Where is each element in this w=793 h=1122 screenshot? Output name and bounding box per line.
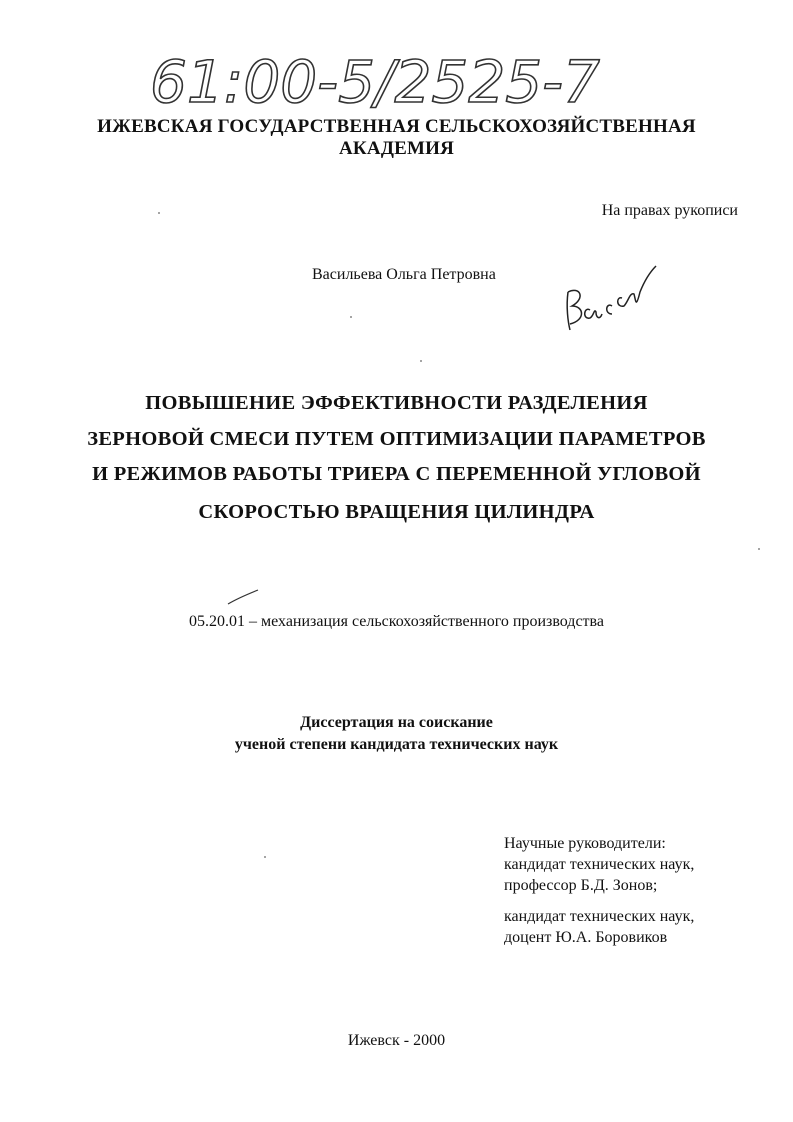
supervisor-2-degree: кандидат технических наук,: [504, 908, 695, 925]
supervisor-1-name: профессор Б.Д. Зонов;: [504, 877, 658, 894]
supervisors-heading: Научные руководители:: [504, 835, 666, 852]
signature-text: Васи: [560, 262, 563, 263]
scan-speck: [350, 316, 352, 318]
dissertation-line-2: ученой степени кандидата технических наук: [234, 736, 559, 753]
supervisor-2-name: доцент Ю.А. Боровиков: [504, 929, 668, 946]
city-year: Ижевск - 2000: [347, 1032, 446, 1049]
manuscript-rights: На правах рукописи: [601, 202, 738, 219]
specialty-code: 05.20.01 – механизация сельскохозяйственного производства: [189, 613, 604, 630]
scan-speck: [758, 548, 760, 550]
archive-number-text: 61:00-5/2525-7: [150, 48, 600, 112]
scan-speck: [420, 360, 422, 362]
institution-line-2: АКАДЕМИЯ: [339, 138, 454, 159]
scan-speck: [158, 212, 160, 214]
pen-stroke-mark: [226, 588, 260, 608]
author-signature: [560, 262, 660, 334]
title-line-2: ЗЕРНОВОЙ СМЕСИ ПУТЕМ ОПТИМИЗАЦИИ ПАРАМЕТРОВ: [87, 428, 706, 450]
author-name: Васильева Ольга Петровна: [312, 266, 496, 283]
archive-number-handwriting: [150, 42, 710, 112]
institution-name: [0, 116, 793, 160]
supervisor-1-degree: кандидат технических наук,: [504, 856, 695, 873]
title-line-3: И РЕЖИМОВ РАБОТЫ ТРИЕРА С ПЕРЕМЕННОЙ УГЛОВОЙ: [92, 463, 701, 485]
dissertation-statement: [0, 712, 793, 756]
institution-line-1: ИЖЕВСКАЯ ГОСУДАРСТВЕННАЯ СЕЛЬСКОХОЗЯЙСТВЕННАЯ: [97, 116, 696, 137]
scan-speck: [264, 856, 266, 858]
supervisors-block: [504, 833, 694, 948]
dissertation-line-1: Диссертация на соискание: [300, 714, 493, 731]
title-line-4: СКОРОСТЬЮ ВРАЩЕНИЯ ЦИЛИНДРА: [198, 501, 595, 523]
title-line-1: ПОВЫШЕНИЕ ЭФФЕКТИВНОСТИ РАЗДЕЛЕНИЯ: [145, 392, 648, 414]
